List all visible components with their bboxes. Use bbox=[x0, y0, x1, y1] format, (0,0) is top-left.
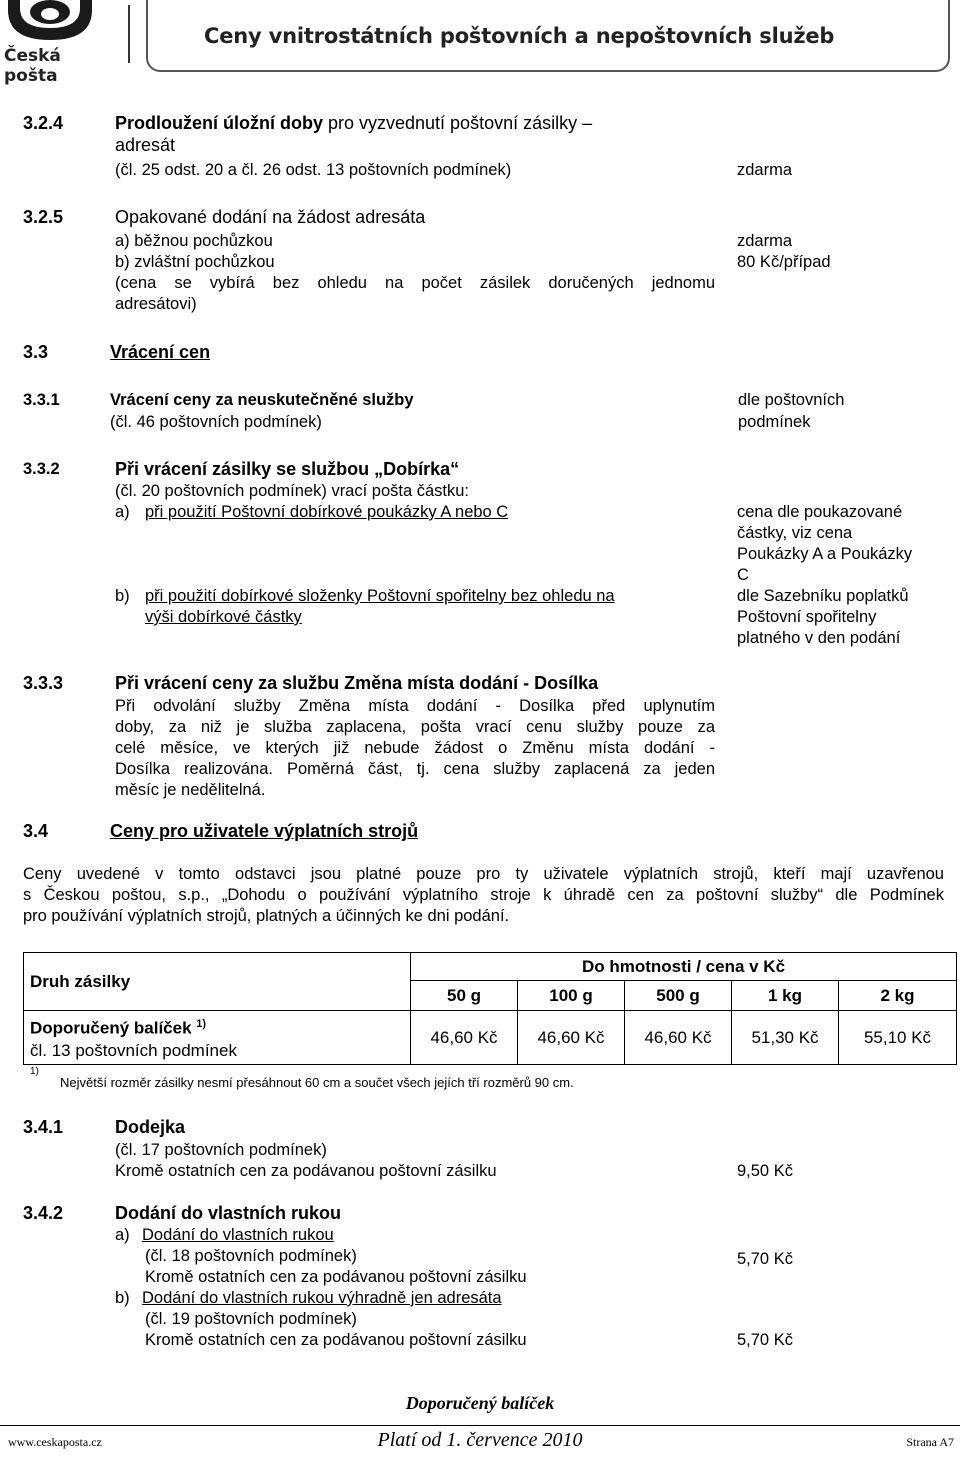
section-number: 3.4 bbox=[23, 821, 49, 841]
footer-rule bbox=[0, 1425, 960, 1426]
header-divider bbox=[128, 5, 130, 63]
option-a-text: Dodání do vlastních rukou bbox=[142, 1226, 334, 1244]
row-ref: čl. 13 poštovních podmínek bbox=[30, 1040, 237, 1060]
section-number: 3.3.2 bbox=[23, 460, 60, 478]
section-number: 3.3.3 bbox=[23, 673, 64, 693]
price-b: 5,70 Kč bbox=[737, 1331, 793, 1349]
weight-header: 1 kg bbox=[732, 981, 839, 1011]
section-title bbox=[115, 113, 592, 134]
title-bold: Prodloužení úložní doby bbox=[115, 113, 323, 133]
section-title: Vrácení ceny za neuskutečněné služby bbox=[110, 391, 414, 409]
section-number: 3.3 bbox=[23, 342, 49, 362]
body-line: Dosílka realizována. Poměrná část, tj. cena služby zaplacená za jeden bbox=[115, 760, 715, 778]
note-line2: adresátovi) bbox=[115, 295, 197, 313]
price-b: 80 Kč/případ bbox=[737, 253, 831, 271]
price-b-3: platného v den podání bbox=[737, 629, 901, 647]
price-a-3: Poukázky A a Poukázky bbox=[737, 545, 913, 563]
price-cell: 51,30 Kč bbox=[732, 1011, 839, 1065]
price-b-1: dle Sazebníku poplatků bbox=[737, 587, 909, 605]
price-cell: 46,60 Kč bbox=[625, 1011, 732, 1065]
footnote-ref: 1) bbox=[196, 1018, 207, 1031]
price-a-1: cena dle poukazované bbox=[737, 503, 903, 521]
column-header: Druh zásilky bbox=[24, 953, 411, 1011]
body-line: pro používání výplatních strojů, platných a účinných ke dni podání. bbox=[23, 907, 510, 925]
row-label: Doporučený balíček bbox=[30, 1018, 192, 1038]
price-a: 5,70 Kč bbox=[737, 1250, 793, 1268]
price-table bbox=[23, 952, 957, 1065]
section-title: Při vrácení zásilky se službou „Dobírka“ bbox=[115, 459, 460, 479]
price-cell: 46,60 Kč bbox=[518, 1011, 625, 1065]
section-ref: (čl. 46 poštovních podmínek) bbox=[110, 413, 322, 431]
title-rest: pro vyzvednutí poštovní zásilky – bbox=[322, 113, 593, 133]
section-title: Opakované dodání na žádost adresáta bbox=[115, 207, 426, 227]
ceska-posta-logo bbox=[0, 0, 110, 86]
option-a: a) běžnou pochůzkou bbox=[115, 232, 273, 250]
section-title: Při vrácení ceny za službu Změna místa dodání - Dosílka bbox=[115, 673, 599, 693]
section-number: 3.2.4 bbox=[23, 113, 64, 133]
price-b-2: Poštovní spořitelny bbox=[737, 608, 877, 626]
option-a-text: při použití Poštovní dobírkové poukázky A nebo C bbox=[145, 503, 509, 521]
footer-section-title: Doporučený balíček bbox=[405, 1393, 555, 1413]
option-b-ref: (čl. 19 poštovních podmínek) bbox=[145, 1310, 357, 1328]
option-a-prefix: a) bbox=[115, 503, 130, 521]
posthorn-icon bbox=[0, 0, 110, 46]
weight-header: 100 g bbox=[518, 981, 625, 1011]
section-ref: (čl. 25 odst. 20 a čl. 26 odst. 13 poštovních podmínek) bbox=[115, 161, 512, 179]
body-line: měsíc je nedělitelná. bbox=[115, 781, 266, 799]
price-cell: 55,10 Kč bbox=[839, 1011, 957, 1065]
price-line2: podmínek bbox=[738, 413, 811, 431]
group-header: Do hmotnosti / cena v Kč bbox=[411, 953, 957, 981]
option-b-prefix: b) bbox=[115, 587, 130, 605]
weight-header: 2 kg bbox=[839, 981, 957, 1011]
body-line: doby, za niž je služba zaplacena, pošta vrací cenu služby pouze za bbox=[115, 718, 715, 736]
section-ref: (čl. 17 poštovních podmínek) bbox=[115, 1141, 327, 1159]
price-a-4: C bbox=[737, 566, 749, 584]
note: (cena se vybírá bez ohledu na počet zásilek doručených jednomu bbox=[115, 274, 715, 292]
price-a-2: částky, viz cena bbox=[737, 524, 853, 542]
footer-url: www.ceskaposta.cz bbox=[8, 1435, 102, 1449]
footer-valid: Platí od 1. července 2010 bbox=[377, 1429, 583, 1451]
footnote: Největší rozměr zásilky nesmí přesáhnout 60 cm a součet všech jejích tří rozměrů 90 cm. bbox=[60, 1075, 574, 1090]
option-b-text-line2: výši dobírkové částky bbox=[145, 608, 302, 626]
option-b: b) zvláštní pochůzkou bbox=[115, 253, 275, 271]
section-number: 3.2.5 bbox=[23, 207, 64, 227]
row-label-cell bbox=[24, 1011, 411, 1065]
option-b-text: při použití dobírkové složenky Poštovní spořitelny bez ohledu na bbox=[145, 587, 615, 605]
body-line: s Českou poštou, s.p., „Dohodu o používání výplatního stroje k úhradě cen za poštovní služby“ dle Podmínek bbox=[23, 886, 944, 904]
price: zdarma bbox=[737, 161, 793, 179]
footnote-mark: 1) bbox=[30, 1066, 39, 1077]
page-title: Ceny vnitrostátních poštovních a nepoštovních služeb bbox=[204, 24, 835, 48]
section-number: 3.4.2 bbox=[23, 1203, 64, 1223]
price: 9,50 Kč bbox=[737, 1162, 793, 1180]
option-b-line: Kromě ostatních cen za podávanou poštovní zásilku bbox=[145, 1331, 527, 1349]
section-title-line2: adresát bbox=[115, 135, 176, 155]
weight-header: 500 g bbox=[625, 981, 732, 1011]
section-heading: Ceny pro uživatele výplatních strojů bbox=[110, 821, 419, 841]
option-b-prefix: b) bbox=[115, 1289, 130, 1307]
section-number: 3.4.1 bbox=[23, 1117, 64, 1137]
section-title: Dodejka bbox=[115, 1117, 186, 1137]
price-line1: dle poštovních bbox=[738, 391, 845, 409]
section-title: Dodání do vlastních rukou bbox=[115, 1203, 342, 1223]
option-a-prefix: a) bbox=[115, 1226, 130, 1244]
footer-page: Strana A7 bbox=[906, 1435, 954, 1449]
option-b-text: Dodání do vlastních rukou výhradně jen adresáta bbox=[142, 1289, 502, 1307]
option-a-line: Kromě ostatních cen za podávanou poštovní zásilku bbox=[145, 1268, 527, 1286]
body-line: Ceny uvedené v tomto odstavci jsou platné pouze pro ty uživatele výplatních strojů, kteří mají uzavřenou bbox=[23, 865, 944, 883]
section-number: 3.3.1 bbox=[23, 391, 60, 409]
section-intro: (čl. 20 poštovních podmínek) vrací pošta částku: bbox=[115, 482, 470, 500]
body-line: Kromě ostatních cen za podávanou poštovní zásilku bbox=[115, 1162, 497, 1180]
body-line: Při odvolání služby Změna místa dodání - Dosílka před uplynutím bbox=[115, 697, 715, 715]
price-a: zdarma bbox=[737, 232, 793, 250]
option-a-ref: (čl. 18 poštovních podmínek) bbox=[145, 1247, 357, 1265]
price-cell: 46,60 Kč bbox=[411, 1011, 518, 1065]
section-heading: Vrácení cen bbox=[110, 342, 211, 362]
logo-text: Česká pošta bbox=[4, 46, 61, 86]
body-line: celé měsíce, ve kterých již nebude žádost o Změnu místa dodání - bbox=[115, 739, 715, 757]
weight-header: 50 g bbox=[411, 981, 518, 1011]
